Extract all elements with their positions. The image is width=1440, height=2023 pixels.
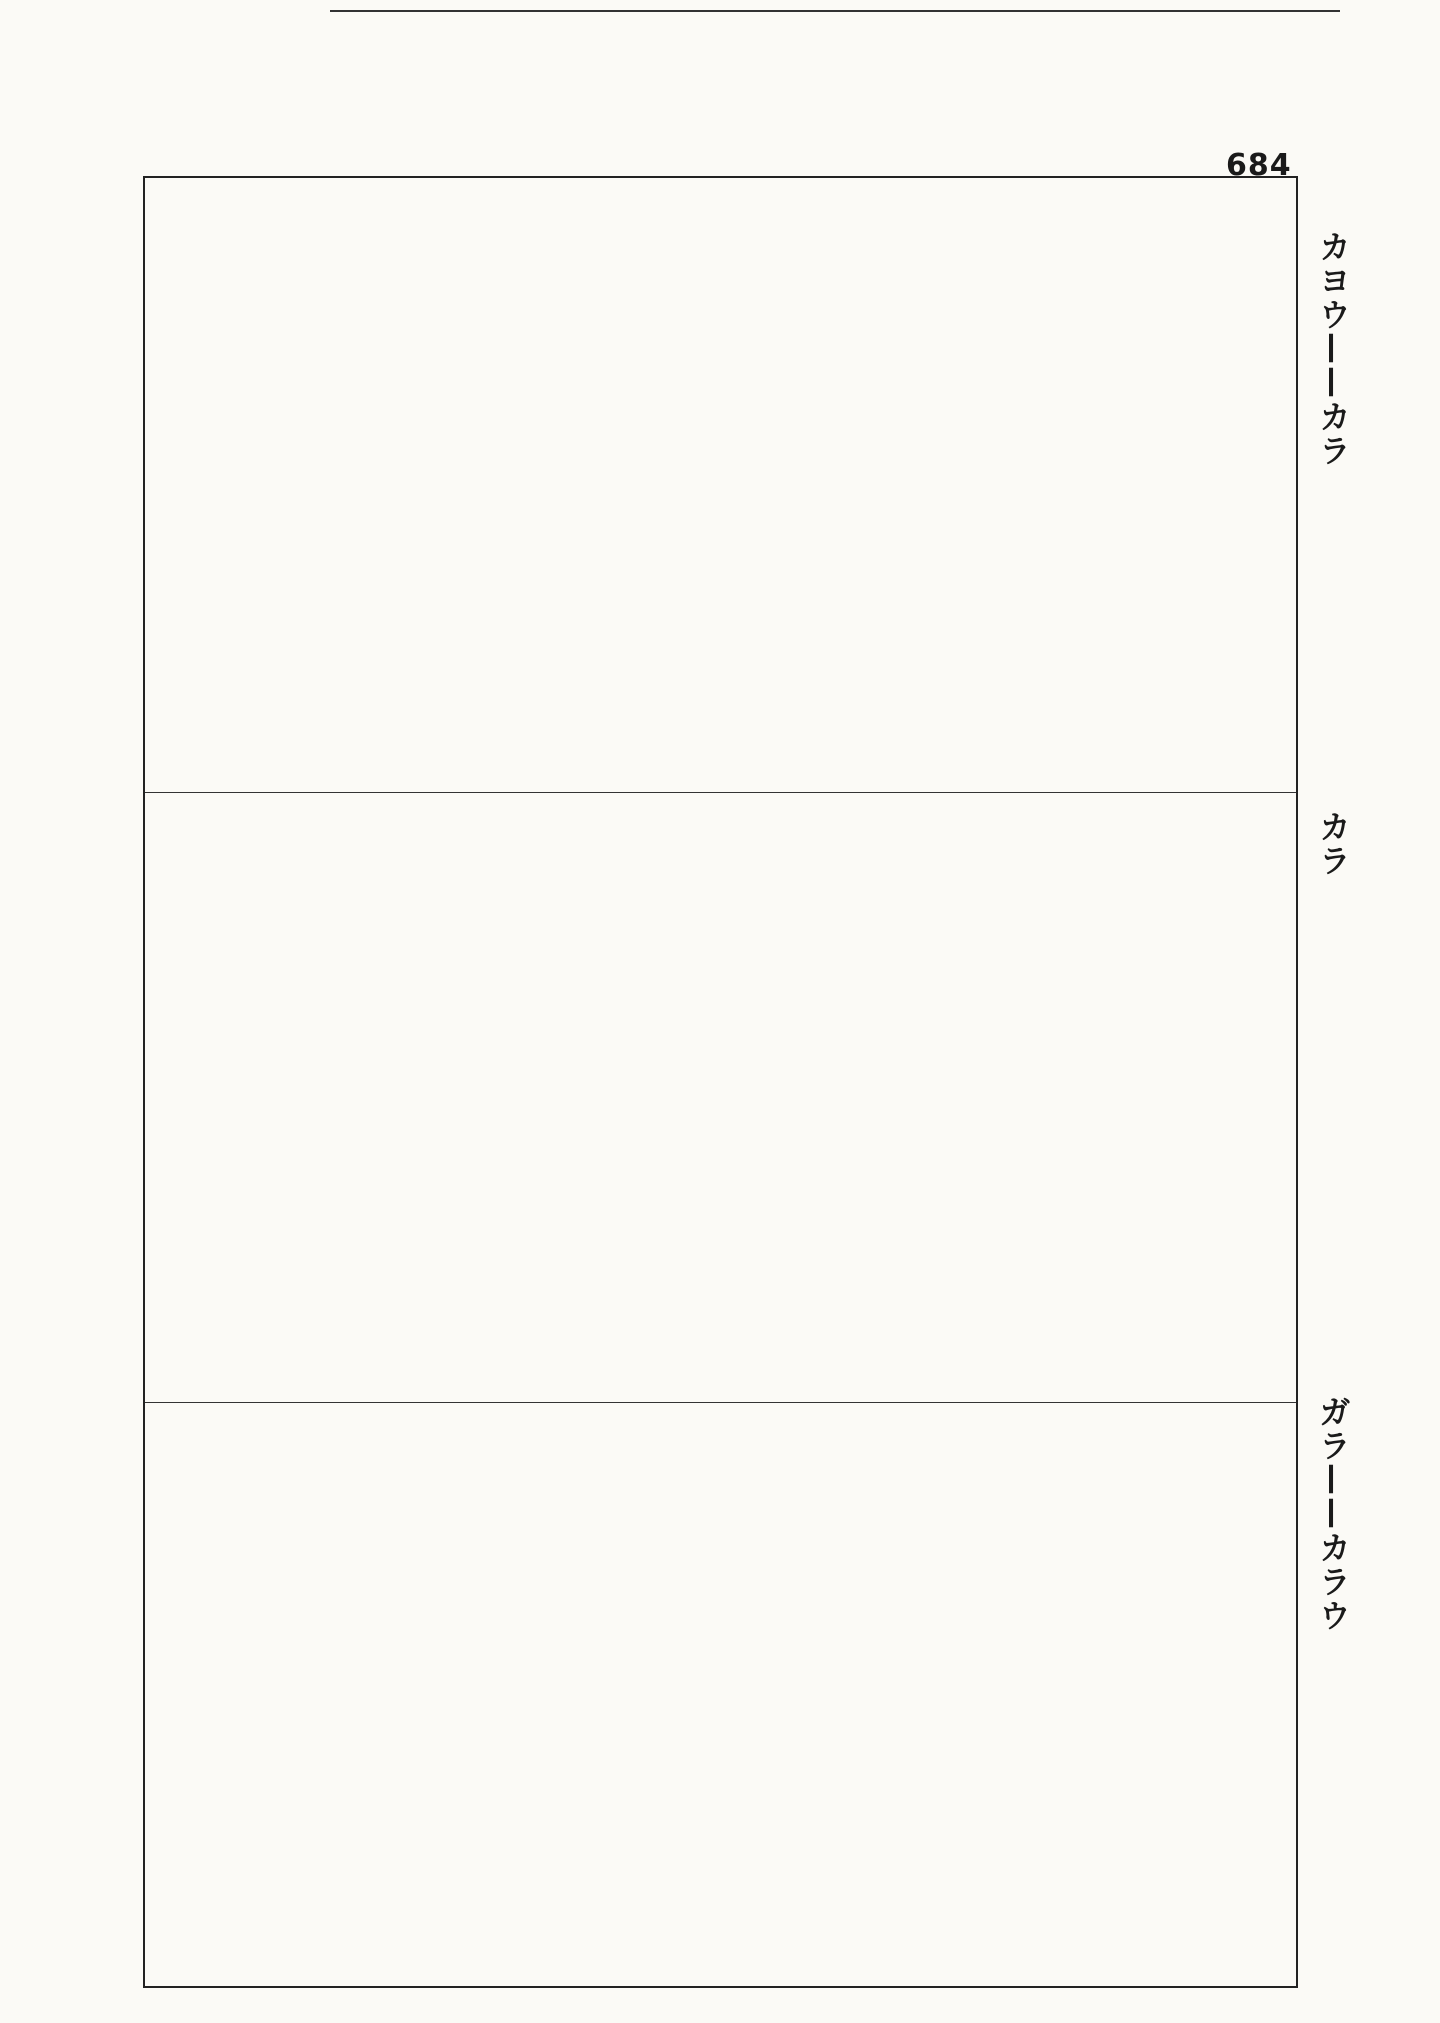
text-band-bottom — [145, 1403, 1296, 1990]
column-container — [163, 1417, 1278, 1976]
text-frame — [143, 176, 1298, 1988]
running-head-bottom: ガラ——カラウ — [1314, 1395, 1352, 1633]
column-container — [163, 807, 1278, 1388]
running-head-middle: カラ — [1314, 810, 1352, 878]
top-rule — [330, 10, 1340, 12]
text-band-top — [145, 178, 1296, 793]
running-head-top: カヨウ——カラ — [1314, 230, 1352, 468]
page-number: 684 — [1226, 148, 1292, 183]
column-container — [163, 192, 1278, 778]
text-band-middle — [145, 793, 1296, 1403]
